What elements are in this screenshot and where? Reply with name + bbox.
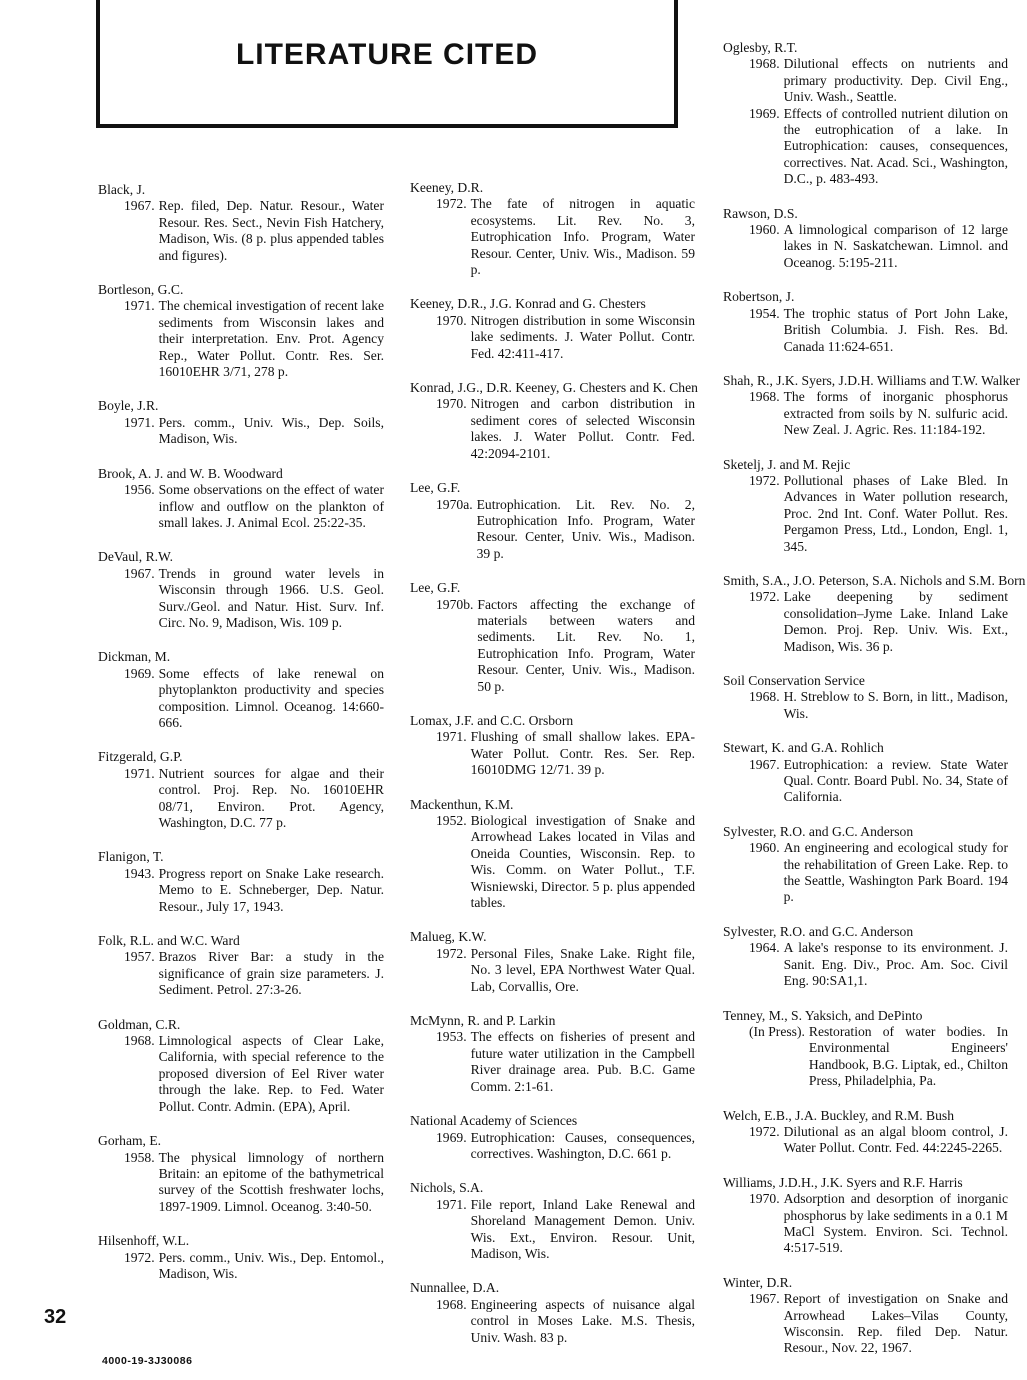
reference-entry (723, 40, 1008, 188)
reference-text: A lake's response to its environment. J. Sanit. Eng. Div., Proc. Am. Soc. Civil Eng. 90:SA1,1. (783, 940, 1008, 989)
reference-citation (723, 1191, 1008, 1257)
reference-entry (410, 380, 698, 462)
reference-text: Effects of controlled nutrient dilution on the eutrophication of a lake. In Eutrophication: causes, consequences, correctives. Nat. Acad. Sci., Washington, D.C., p. 483-493. (783, 105, 1008, 187)
reference-entry (410, 713, 695, 779)
reference-year: 1957. (124, 949, 155, 965)
references-column-1 (98, 182, 384, 1300)
reference-entry (410, 480, 695, 562)
reference-year: (In Press). (749, 1023, 805, 1039)
reference-text: Eutrophication: Causes, consequences, correctives. Washington, D.C. 661 p. (470, 1129, 695, 1161)
reference-text: The effects on fisheries of present and future water utilization in the Campbell River drainage area. Pub. B.C. Game Comm. 2:1-61. (470, 1029, 695, 1094)
reference-text: Biological investigation of Snake and Arrowhead Lakes located in Vilas and Oneida Counties, Wisconsin. Rep. to Wis. Comm. on Water Pollut., T.F. Wisniewski, Director. 5 p. plus appended tables. (470, 813, 695, 911)
reference-author: Sketelj, J. and M. Rejic (723, 456, 851, 472)
reference-entry (723, 457, 1008, 555)
reference-text: Nitrogen and carbon distribution in sediment cores of selected Wisconsin lakes. J. Water Pollut. Contr. Fed. 42:2094-2101. (470, 396, 695, 461)
reference-citation (410, 1197, 695, 1263)
reference-text: Restoration of water bodies. In Environmental Engineers' Handbook, B.G. Liptak, ed., Chilton Press, Philadelphia, Pa. (808, 1023, 1008, 1089)
reference-year: 1968. (436, 1296, 467, 1312)
reference-author: Dickman, M. (98, 649, 171, 665)
reference-entry (723, 1008, 1008, 1090)
reference-entry (723, 1275, 1008, 1357)
reference-citation (723, 757, 1008, 806)
reference-author: Tenney, M., S. Yaksich, and DePinto (723, 1007, 923, 1023)
reference-text: A limnological comparison of 12 large lakes in N. Saskatchewan. Limnol. and Oceanog. 5:195-211. (783, 222, 1008, 270)
reference-text: Lake deepening by sediment consolidation–Jyme Lake. Inland Lake Demon. Proj. Rep. Univ. Wis. Ext., Madison, Wis. 36 p. (783, 589, 1008, 654)
reference-citation (723, 1291, 1008, 1357)
reference-text: Dilutional as an algal bloom control, J. Water Pollut. Contr. Fed. 44:2245-2265. (783, 1123, 1008, 1156)
reference-citation (410, 946, 695, 995)
reference-year: 1971. (124, 414, 155, 430)
reference-year: 1972. (124, 1249, 155, 1265)
reference-author: Sylvester, R.O. and G.C. Anderson (723, 823, 914, 839)
reference-author: Brook, A. J. and W. B. Woodward (98, 465, 283, 481)
reference-citation (98, 415, 384, 448)
references-column-3 (723, 40, 1026, 1375)
references-column-2 (410, 180, 698, 1364)
reference-text: The forms of inorganic phosphorus extracted from soils by N. sulfuric acid. New Zeal. J. Agric. Res. 11:184-192. (783, 389, 1008, 438)
reference-text: Brazos River Bar: a study in the significance of grain size parameters. J. Sediment. Petrol. 27:3-26. (158, 949, 384, 998)
reference-text: Eutrophication: a review. State Water Qual. Contr. Board Publ. No. 34, State of California. (783, 756, 1008, 805)
reference-author: Folk, R.L. and W.C. Ward (98, 933, 240, 949)
reference-citation (98, 866, 384, 915)
page-title: LITERATURE CITED (235, 38, 539, 71)
reference-citation (98, 1033, 384, 1115)
reference-entry (723, 1175, 1008, 1257)
reference-citation (98, 766, 384, 832)
reference-author: Gorham, E. (98, 1133, 162, 1149)
reference-entry (723, 572, 1026, 655)
reference-text: Dilutional effects on nutrients and primary productivity. Dep. Civil Eng., Univ. Wash., Seattle. (783, 56, 1008, 105)
reference-entry (410, 180, 695, 278)
reference-year: 1972. (436, 196, 467, 212)
reference-year: 1967. (124, 198, 155, 214)
reference-year: 1969. (124, 665, 155, 681)
reference-citation (723, 222, 1008, 271)
page-number: 32 (44, 1306, 67, 1328)
reference-year: 1943. (124, 865, 155, 881)
reference-author: Goldman, C.R. (98, 1016, 181, 1032)
reference-text: Rep. filed, Dep. Natur. Resour., Water Resour. Res. Sect., Nevin Fish Hatchery, Madison, Wis. (8 p. plus appended tables and figures). (158, 198, 384, 263)
reference-citation (410, 729, 695, 778)
reference-author: Welch, E.B., J.A. Buckley, and R.M. Bush (723, 1107, 954, 1123)
reference-text: The physical limnology of northern Britain: an epitome of the bathymetrical survey of the Scottish freshwater lochs, 1897-1909. Limnol. Oceanog. 3:40-50. (158, 1149, 384, 1214)
reference-author: Smith, S.A., J.O. Peterson, S.A. Nichols and S.M. Born (723, 572, 1026, 588)
reference-entry (98, 933, 384, 999)
reference-author: Stewart, K. and G.A. Rohlich (723, 740, 884, 756)
reference-citation (410, 1297, 695, 1346)
reference-citation (98, 666, 384, 732)
reference-text: Nitrogen distribution in some Wisconsin lake sediments. J. Water Pollut. Contr. Fed. 42:411-417. (470, 312, 695, 361)
reference-text: File report, Inland Lake Renewal and Shoreland Management Demon. Univ. Wis. Ext., Environ. Resour. Unit, Madison, Wis. (470, 1196, 695, 1261)
reference-year: 1956. (124, 482, 155, 498)
reference-entry (723, 1108, 1008, 1157)
reference-text: The fate of nitrogen in aquatic ecosystems. Lit. Rev. No. 3, Eutrophication Info. Program, Water Resour. Center, Univ. Wis., Madison. 59 p. (470, 196, 695, 278)
reference-year: 1970a. (436, 496, 473, 512)
reference-entry (410, 929, 695, 995)
reference-citation (98, 198, 384, 264)
reference-citation (410, 813, 695, 911)
reference-citation (723, 1124, 1008, 1157)
reference-text: Eutrophication. Lit. Rev. No. 2, Eutrophication Info. Program, Water Resour. Center, Univ. Wis., Madison. 39 p. (476, 496, 695, 561)
reference-year: 1967. (749, 756, 780, 772)
reference-citation (98, 1250, 384, 1283)
reference-entry (98, 849, 384, 915)
reference-text: Adsorption and desorption of inorganic phosphorus by lake sediments in a 0.1 M MaCl System. Environ. Sci. Technol. 4:517-519. (783, 1191, 1008, 1256)
reference-entry (723, 924, 1008, 990)
reference-author: Konrad, J.G., D.R. Keeney, G. Chesters and K. Chen (410, 380, 698, 396)
reference-year: 1971. (436, 729, 467, 745)
reference-year: 1972. (749, 589, 780, 605)
reference-year: 1971. (436, 1196, 467, 1212)
reference-text: Engineering aspects of nuisance algal control in Moses Lake. M.S. Thesis, Univ. Wash. 83 p. (470, 1296, 695, 1345)
reference-text: Factors affecting the exchange of materials between waters and sediments. Lit. Rev. No. 1, Eutrophication Info. Program, Water Resour. Center, Univ. Wis., Madison. 50 p. (477, 596, 695, 694)
reference-author: Mackenthun, K.M. (410, 796, 514, 812)
reference-text: The trophic status of Port John Lake, British Columbia. J. Fish. Res. Bd. Canada 11:624-651. (783, 305, 1008, 354)
reference-year: 1970. (436, 312, 467, 328)
reference-author: Rawson, D.S. (723, 205, 798, 221)
reference-text: Pers. comm., Univ. Wis., Dep. Entomol., Madison, Wis. (158, 1249, 384, 1281)
reference-citation (410, 497, 695, 563)
reference-entry (98, 749, 384, 831)
reference-author: Flanigon, T. (98, 849, 164, 865)
reference-year: 1954. (749, 305, 780, 321)
reference-entry (723, 372, 1021, 439)
reference-citation (410, 396, 695, 462)
reference-author: Bortleson, G.C. (98, 282, 184, 298)
reference-author: McMynn, R. and P. Larkin (410, 1013, 556, 1029)
reference-entry (723, 673, 1008, 722)
reference-author: Williams, J.D.H., J.K. Syers and R.F. Harris (723, 1174, 963, 1190)
reference-author: Robertson, J. (723, 289, 795, 305)
footer-code: 4000-19-3J30086 (102, 1355, 193, 1367)
reference-citation (723, 389, 1008, 438)
reference-entry (410, 1280, 695, 1346)
reference-year: 1967. (749, 1291, 780, 1307)
reference-entry (98, 282, 384, 380)
reference-author: Oglesby, R.T. (723, 40, 798, 55)
reference-citation (98, 1150, 384, 1216)
title-box (96, 0, 678, 128)
reference-text: Limnological aspects of Clear Lake, California, with special reference to the proposed diversion of Eel River water through the lake. Rep. to Fed. Water Pollut. Contr. Admin. (EPA), April. (158, 1033, 384, 1114)
reference-entry (98, 649, 384, 731)
reference-year: 1960. (749, 840, 780, 856)
reference-text: Progress report on Snake Lake research. Memo to E. Schneberger, Dep. Natur. Resour., July 17, 1943. (158, 865, 384, 914)
reference-text: Trends in ground water levels in Wisconsin through 1966. U.S. Geol. Surv./Geol. and Natur. Hist. Surv. Inf. Circ. No. 9, Madison, Wis. 109 p. (158, 565, 384, 630)
reference-year: 1968. (749, 389, 780, 405)
reference-citation (723, 56, 1008, 105)
reference-year: 1970. (436, 396, 467, 412)
reference-author: Winter, D.R. (723, 1274, 793, 1290)
reference-author: Lomax, J.F. and C.C. Orsborn (410, 712, 574, 728)
reference-year: 1969. (436, 1129, 467, 1145)
reference-citation (723, 1024, 1008, 1090)
reference-text: Pers. comm., Univ. Wis., Dep. Soils, Madison, Wis. (158, 414, 384, 447)
reference-citation (723, 306, 1008, 355)
reference-entry (98, 1017, 384, 1115)
reference-citation (98, 298, 384, 380)
reference-author: Nichols, S.A. (410, 1180, 484, 1196)
reference-text: The chemical investigation of recent lake sediments from Wisconsin lakes and their interpretation. Env. Prot. Agency Rep., Water Pollut. Contr. Res. Ser. 16010EHR 3/71, 278 p. (158, 298, 384, 380)
reference-entry (98, 398, 384, 447)
reference-author: Lee, G.F. (410, 480, 461, 496)
reference-author: Fitzgerald, G.P. (98, 749, 183, 765)
reference-text: Flushing of small shallow lakes. EPA-Water Pollut. Contr. Res. Ser. Rep. 16010DMG 12/71. 39 p. (470, 729, 695, 778)
reference-author: National Academy of Sciences (410, 1113, 578, 1129)
reference-entry (723, 824, 1008, 906)
reference-entry (723, 740, 1008, 806)
reference-text: Pollutional phases of Lake Bled. In Advances in Water pollution research, Proc. 2nd Int. Conf. Water Pollut. Res. Pergamon Press, Ltd., London, Engl. 1, 345. (783, 472, 1008, 554)
reference-author: Hilsenhoff, W.L. (98, 1233, 190, 1249)
reference-author: DeVaul, R.W. (98, 549, 174, 565)
reference-entry (98, 466, 384, 532)
reference-text: Report of investigation on Snake and Arrowhead Lakes–Vilas County, Wisconsin. Rep. filed Dep. Natur. Resour., Nov. 22, 1967. (783, 1291, 1008, 1356)
reference-entry (410, 1180, 695, 1262)
reference-entry (410, 296, 695, 362)
reference-year: 1972. (749, 1123, 780, 1139)
reference-author: Keeney, D.R., J.G. Konrad and G. Chesters (410, 296, 646, 312)
reference-entry (98, 549, 384, 631)
reference-citation (410, 597, 695, 695)
reference-text: Some effects of lake renewal on phytoplankton productivity and species composition. Limnol. Oceanog. 14:660-666. (158, 665, 384, 730)
reference-citation (410, 313, 695, 362)
reference-citation (98, 949, 384, 998)
reference-year: 1958. (124, 1149, 155, 1165)
reference-year: 1967. (124, 565, 155, 581)
reference-year: 1972. (436, 945, 467, 961)
reference-author: Malueg, K.W. (410, 929, 487, 945)
reference-entry (410, 1113, 695, 1162)
reference-citation (98, 566, 384, 632)
reference-citation (723, 940, 1008, 989)
reference-entry (723, 289, 1008, 355)
reference-author: Nunnallee, D.A. (410, 1280, 500, 1296)
reference-citation (723, 473, 1008, 555)
reference-author: Sylvester, R.O. and G.C. Anderson (723, 923, 914, 939)
reference-text: An engineering and ecological study for the rehabilitation of Green Lake. Rep. to the Seattle, Washington Park Board. 194 p. (783, 840, 1008, 905)
reference-citation (410, 1130, 695, 1163)
reference-entry (410, 797, 695, 912)
reference-entry (98, 182, 384, 264)
reference-entry (410, 1013, 695, 1095)
reference-author: Lee, G.F. (410, 580, 461, 596)
reference-entry (98, 1233, 384, 1282)
reference-citation (723, 689, 1008, 722)
reference-year: 1971. (124, 765, 155, 781)
reference-text: Personal Files, Snake Lake. Right file, No. 3 level, EPA Northwest Water Qual. Lab, Corvallis, Ore. (470, 945, 695, 994)
reference-year: 1968. (749, 56, 780, 72)
reference-year: 1964. (749, 940, 780, 956)
reference-author: Boyle, J.R. (98, 398, 159, 414)
reference-year: 1971. (124, 298, 155, 314)
reference-text: Some observations on the effect of water inflow and outflow on the plankton of small lakes. J. Animal Ecol. 25:22-35. (158, 482, 384, 530)
reference-citation (98, 482, 384, 531)
reference-year: 1960. (749, 222, 780, 238)
reference-year: 1970. (749, 1191, 780, 1207)
reference-year: 1972. (749, 472, 780, 488)
reference-citation (410, 196, 695, 278)
reference-author: Shah, R., J.K. Syers, J.D.H. Williams and T.W. Walker (723, 372, 1021, 388)
reference-year: 1969. (749, 105, 780, 121)
reference-author: Soil Conservation Service (723, 673, 865, 688)
reference-text: Nutrient sources for algae and their control. Proj. Rep. No. 16010EHR 08/71, Environ. Prot. Agency, Washington, D.C. 77 p. (158, 765, 384, 830)
reference-year: 1968. (124, 1033, 155, 1049)
reference-year: 1968. (749, 689, 780, 705)
reference-citation (723, 840, 1008, 906)
reference-text: H. Streblow to S. Born, in litt., Madison, Wis. (783, 689, 1008, 721)
reference-entry (98, 1133, 384, 1215)
reference-citation (723, 106, 1008, 188)
reference-citation (723, 589, 1008, 655)
reference-citation (410, 1029, 695, 1095)
reference-entry (723, 206, 1008, 272)
reference-year: 1953. (436, 1029, 467, 1045)
reference-author: Black, J. (98, 182, 146, 197)
reference-year: 1952. (436, 813, 467, 828)
reference-entry (410, 580, 695, 695)
reference-year: 1970b. (436, 596, 474, 612)
reference-author: Keeney, D.R. (410, 180, 484, 195)
